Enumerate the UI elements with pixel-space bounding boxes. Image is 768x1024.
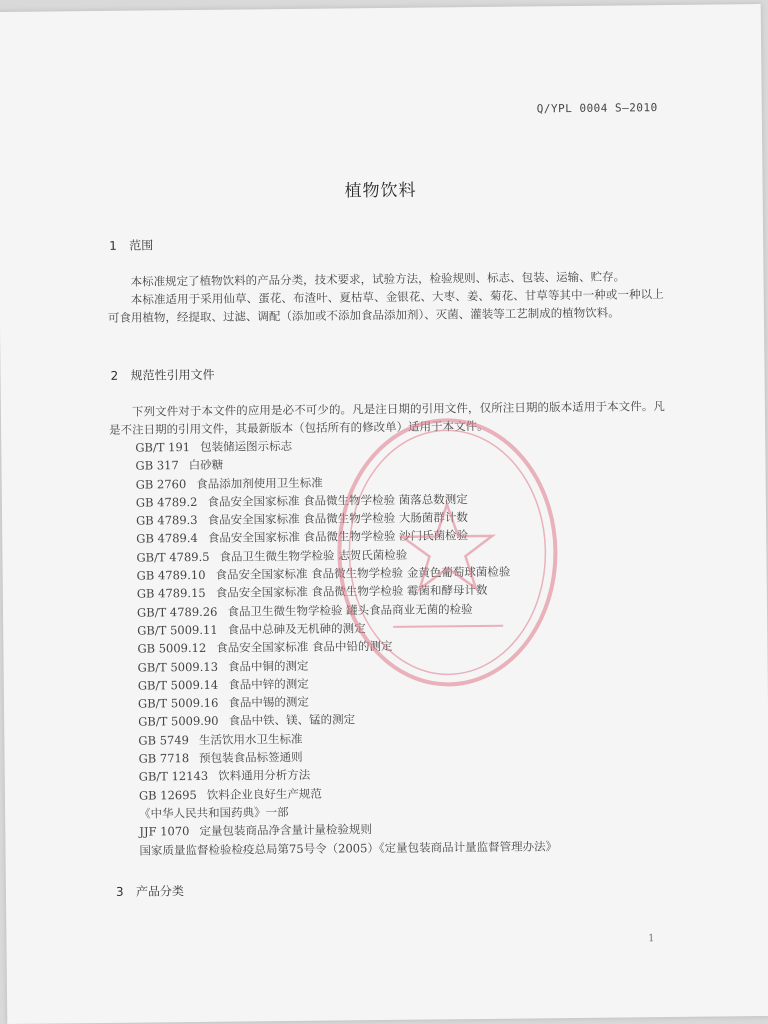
scope-paragraph-2: 本标准适用于采用仙草、蛋花、布渣叶、夏枯草、金银花、大枣、姜、菊花、甘草等其中一种或一种以上可食用植物，经提取、过滤、调配（添加或不添加食品添加剂）、灭菌、灌装等工艺制成的植物饮料。 xyxy=(107,287,664,325)
reference-code: GB 4789.2 xyxy=(135,494,198,510)
reference-code: GB 7718 xyxy=(138,751,190,766)
reference-item xyxy=(139,837,557,860)
reference-code: GB 2760 xyxy=(135,476,187,492)
reference-code: JJF 1070 xyxy=(139,824,190,839)
section-number: 2 xyxy=(110,368,119,383)
reference-code: GB 4789.15 xyxy=(136,586,206,601)
reference-title: 食品中铁、镁、锰的测定 xyxy=(228,712,356,729)
reference-title: 食品卫生微生物学检验 志贺氏菌检验 xyxy=(219,547,408,564)
reference-title: 包装储运图示标志 xyxy=(200,438,293,454)
reference-title: 食品卫生微生物学检验 罐头食品商业无菌的检验 xyxy=(227,601,473,619)
document-id: Q/YPL 0004 S—2010 xyxy=(536,101,658,116)
reference-title: 食品中总砷及无机砷的测定 xyxy=(227,621,366,637)
reference-code: GB 5009.12 xyxy=(137,641,207,656)
page-number: 1 xyxy=(648,933,655,945)
reference-code: GB 4789.4 xyxy=(136,531,198,547)
reference-title: 食品中锡的测定 xyxy=(228,694,309,710)
reference-code: GB/T 4789.5 xyxy=(136,549,210,565)
reference-title: 食品安全国家标准 食品微生物学检验 霉菌和酵母计数 xyxy=(215,583,488,601)
reference-title: 食品安全国家标准 食品微生物学检验 菌落总数测定 xyxy=(207,492,468,509)
section-3-heading xyxy=(116,882,184,900)
reference-code: GB/T 5009.13 xyxy=(137,659,219,675)
reference-code: GB/T 5009.90 xyxy=(138,714,219,730)
section-title: 规范性引用文件 xyxy=(130,367,215,383)
reference-code: GB/T 191 xyxy=(135,440,191,455)
reference-code: GB/T 5009.16 xyxy=(137,695,219,711)
reference-title: 定量包装商品净含量计量检验规则 xyxy=(199,822,373,839)
reference-code: GB 5749 xyxy=(138,732,189,748)
reference-title: 生活饮用水卫生标准 xyxy=(198,731,303,747)
reference-code: GB/T 12143 xyxy=(138,769,209,784)
reference-title: 预包装食品标签通则 xyxy=(199,749,303,765)
reference-list xyxy=(135,434,557,859)
reference-title: 饮料企业良好生产规范 xyxy=(206,786,322,802)
section-2-heading xyxy=(110,366,214,384)
normative-refs-intro: 下列文件对于本文件的应用是必不可少的。凡是注日期的引用文件，仅所注日期的版本适用于本文件。凡是不注日期的引用文件，其最新版本（包括所有的修改单）适用于本文件。 xyxy=(109,399,665,437)
reference-title: 国家质量监督检验检疫总局第75号令（2005）《定量包装商品计量监督管理办法》 xyxy=(139,838,558,858)
reference-title: 食品添加剂使用卫生标准 xyxy=(196,475,323,491)
reference-title: 白砂糖 xyxy=(188,457,224,473)
reference-title: 《中华人民共和国药典》一部 xyxy=(139,804,289,821)
reference-code: GB 4789.10 xyxy=(136,567,206,583)
reference-title: 食品中铜的测定 xyxy=(227,658,309,674)
document-title: 植物饮料 xyxy=(344,180,417,202)
reference-code: GB 317 xyxy=(135,458,179,473)
section-title: 范围 xyxy=(129,238,154,253)
reference-code: GB 12695 xyxy=(138,787,197,803)
document-page xyxy=(0,4,768,1024)
reference-code: GB/T 5009.14 xyxy=(137,677,219,693)
section-1-heading xyxy=(109,236,153,253)
scope-paragraph-1: 本标准规定了植物饮料的产品分类，技术要求，试验方法，检验规则、标志、包装、运输、贮存。 xyxy=(130,269,626,289)
reference-code: GB/T 4789.26 xyxy=(136,604,218,620)
reference-title: 食品安全国家标准 食品微生物学检验 沙门氏菌检验 xyxy=(207,528,469,546)
reference-title: 食品安全国家标准 食品微生物学检验 金黄色葡萄球菌检验 xyxy=(215,564,511,582)
reference-code: GB/T 5009.11 xyxy=(137,622,218,638)
reference-title: 食品安全国家标准 食品中铅的测定 xyxy=(216,639,393,656)
reference-title: 饮料通用分析方法 xyxy=(218,768,311,784)
section-number: 1 xyxy=(109,238,117,253)
reference-code: GB 4789.3 xyxy=(135,513,198,528)
reference-title: 食品安全国家标准 食品微生物学检验 大肠菌群计数 xyxy=(207,510,468,528)
section-title: 产品分类 xyxy=(135,884,185,899)
reference-title: 食品中锌的测定 xyxy=(228,676,309,692)
section-number: 3 xyxy=(115,884,124,899)
